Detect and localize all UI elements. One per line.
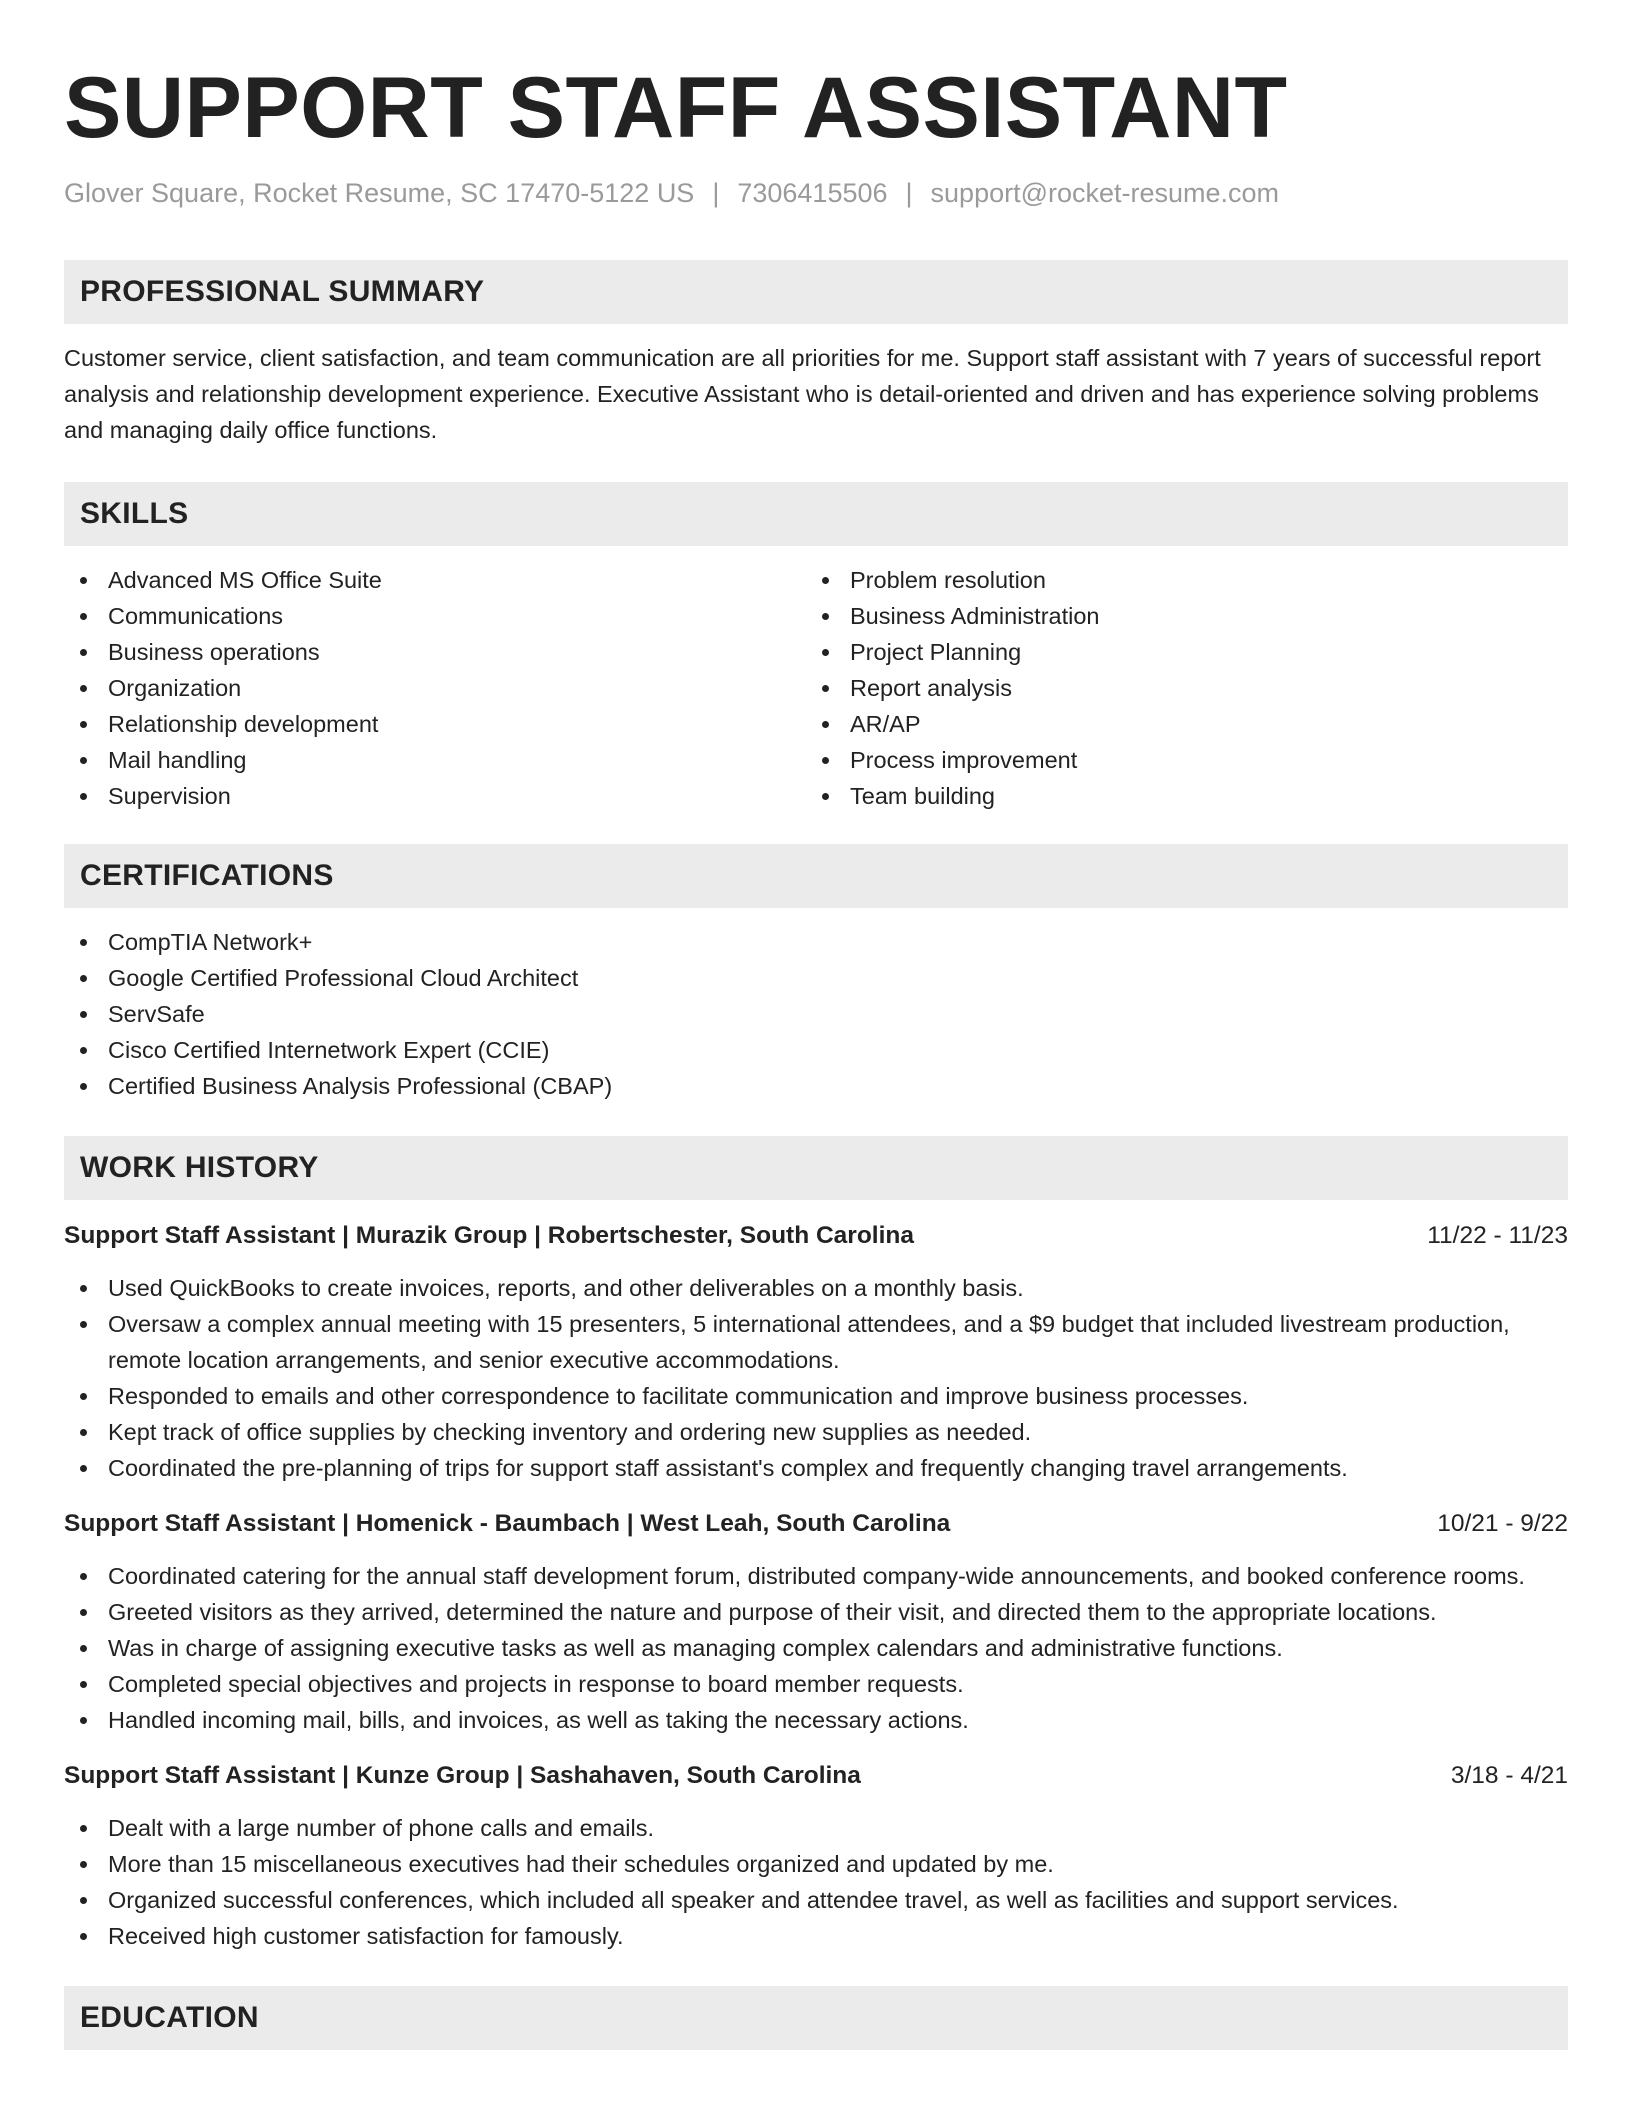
job-bullet: Kept track of office supplies by checking inventory and ordering new supplies as needed. [64, 1414, 1568, 1450]
job-dates: 3/18 - 4/21 [1450, 1762, 1568, 1789]
section-header-certifications: CERTIFICATIONS [64, 844, 1568, 908]
certification-item: Certified Business Analysis Professional (CBAP) [64, 1068, 1568, 1104]
skill-item: Process improvement [806, 742, 1548, 778]
contact-separator: | [905, 178, 913, 208]
job-header [64, 1758, 1568, 1794]
section-header-summary: PROFESSIONAL SUMMARY [64, 260, 1568, 324]
skill-item: Problem resolution [806, 562, 1548, 598]
job-bullet: Completed special objectives and projects in response to board member requests. [64, 1666, 1568, 1702]
certification-item: Cisco Certified Internetwork Expert (CCIE) [64, 1032, 1568, 1068]
skill-item: Business Administration [806, 598, 1548, 634]
job-bullet: Used QuickBooks to create invoices, reports, and other deliverables on a monthly basis. [64, 1270, 1568, 1306]
job-heading: Support Staff Assistant | Kunze Group | Sashahaven, South Carolina [64, 1762, 861, 1789]
skill-item: AR/AP [806, 706, 1548, 742]
summary-text: Customer service, client satisfaction, and team communication are all priorities for me. Support staff assistant with 7 years of successful report analysis and relationship development experience. Executive Assistant who is detail-oriented and driven and has experience solving problems and managing daily office functions. [64, 345, 1541, 443]
job-entry [64, 1758, 1568, 1954]
job-heading: Support Staff Assistant | Homenick - Baumbach | West Leah, South Carolina [64, 1510, 951, 1537]
job-entry [64, 1506, 1568, 1738]
job-heading: Support Staff Assistant | Murazik Group | Robertschester, South Carolina [64, 1222, 914, 1249]
skill-item: Team building [806, 778, 1548, 814]
contact-separator: | [712, 178, 720, 208]
job-header [64, 1506, 1568, 1542]
contact-email[interactable]: support@rocket-resume.com [930, 178, 1280, 208]
section-header-work-history: WORK HISTORY [64, 1136, 1568, 1200]
skill-item: Relationship development [64, 706, 806, 742]
skill-item: Communications [64, 598, 806, 634]
job-bullet: Coordinated catering for the annual staff development forum, distributed company-wide announcements, and booked conference rooms. [64, 1558, 1568, 1594]
skills-grid [64, 562, 1568, 814]
job-bullet: More than 15 miscellaneous executives had their schedules organized and updated by me. [64, 1846, 1568, 1882]
certification-item: CompTIA Network+ [64, 924, 1568, 960]
job-bullets [64, 1810, 1568, 1954]
job-bullet: Coordinated the pre-planning of trips for support staff assistant's complex and frequently changing travel arrangements. [64, 1450, 1568, 1486]
section-header-skills: SKILLS [64, 482, 1568, 546]
certification-item: Google Certified Professional Cloud Architect [64, 960, 1568, 996]
job-bullet: Organized successful conferences, which included all speaker and attendee travel, as well as facilities and support services. [64, 1882, 1568, 1918]
job-header [64, 1218, 1568, 1254]
section-header-education: EDUCATION [64, 1986, 1568, 2050]
skill-item: Project Planning [806, 634, 1548, 670]
contact-line [64, 176, 1568, 210]
job-bullet: Oversaw a complex annual meeting with 15 presenters, 5 international attendees, and a $9 budget that included livestream production, remote location arrangements, and senior executive accommodations. [64, 1306, 1568, 1378]
skill-item: Organization [64, 670, 806, 706]
job-bullet: Dealt with a large number of phone calls and emails. [64, 1810, 1568, 1846]
job-bullets [64, 1558, 1568, 1738]
job-bullet: Received high customer satisfaction for famously. [64, 1918, 1568, 1954]
job-bullet: Was in charge of assigning executive tasks as well as managing complex calendars and administrative functions. [64, 1630, 1568, 1666]
job-dates: 10/21 - 9/22 [1437, 1510, 1568, 1537]
skill-item: Advanced MS Office Suite [64, 562, 806, 598]
contact-address: Glover Square, Rocket Resume, SC 17470-5122 US [64, 178, 695, 208]
certification-item: ServSafe [64, 996, 1568, 1032]
job-bullet: Responded to emails and other correspondence to facilitate communication and improve business processes. [64, 1378, 1568, 1414]
job-bullets [64, 1270, 1568, 1486]
skill-item: Supervision [64, 778, 806, 814]
skill-item: Business operations [64, 634, 806, 670]
job-dates: 11/22 - 11/23 [1427, 1222, 1568, 1249]
skill-item: Mail handling [64, 742, 806, 778]
job-entry [64, 1218, 1568, 1486]
job-bullet: Greeted visitors as they arrived, determined the nature and purpose of their visit, and directed them to the appropriate locations. [64, 1594, 1568, 1630]
skills-list-left [64, 562, 806, 814]
candidate-name: SUPPORT STAFF ASSISTANT [64, 60, 1288, 156]
certifications-list [64, 924, 1568, 1104]
skill-item: Report analysis [806, 670, 1548, 706]
job-bullet: Handled incoming mail, bills, and invoices, as well as taking the necessary actions. [64, 1702, 1568, 1738]
contact-phone: 7306415506 [737, 178, 888, 208]
skills-list-right [806, 562, 1548, 814]
